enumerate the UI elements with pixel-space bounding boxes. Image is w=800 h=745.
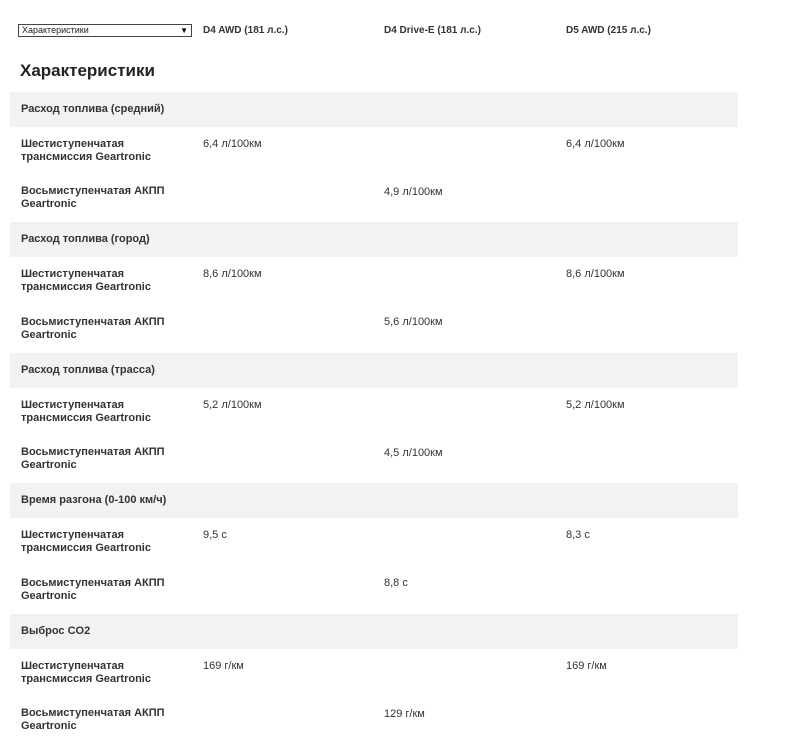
spec-value: 5,2 л/100км: [566, 399, 625, 411]
spec-value: 5,6 л/100км: [384, 316, 443, 328]
model-column-3: D5 AWD (215 л.с.): [566, 25, 651, 36]
row-label: Восьмиступенчатая АКПП Geartronic: [21, 446, 165, 471]
spec-value: 4,5 л/100км: [384, 447, 443, 459]
model-column-1: D4 AWD (181 л.с.): [203, 25, 288, 36]
spec-value: 9,5 с: [203, 529, 227, 541]
spec-value: 8,8 с: [384, 577, 408, 589]
row-label: Восьмиступенчатая АКПП Geartronic: [21, 316, 165, 341]
row-label: Шестиступенчатая трансмиссия Geartronic: [21, 268, 151, 293]
spec-value: 8,6 л/100км: [566, 268, 625, 280]
section-header: [10, 614, 738, 649]
model-column-2: D4 Drive-E (181 л.с.): [384, 25, 481, 36]
section-title: Расход топлива (средний): [21, 103, 165, 115]
spec-value: 169 г/км: [566, 660, 607, 672]
section-header: [10, 92, 738, 127]
row-label: Восьмиступенчатая АКПП Geartronic: [21, 577, 165, 602]
chevron-down-icon: ▼: [180, 26, 188, 35]
select-value: Характеристики: [22, 25, 89, 35]
row-label: Шестиступенчатая трансмиссия Geartronic: [21, 138, 151, 163]
spec-value: 6,4 л/100км: [566, 138, 625, 150]
spec-value: 8,6 л/100км: [203, 268, 262, 280]
row-label: Шестиступенчатая трансмиссия Geartronic: [21, 529, 151, 554]
section-header: [10, 222, 738, 257]
comparison-header: [0, 0, 800, 60]
page-title: Характеристики: [20, 61, 155, 80]
section-title: Время разгона (0-100 км/ч): [21, 494, 167, 506]
spec-value: 129 г/км: [384, 708, 425, 720]
section-title: Расход топлива (город): [21, 233, 150, 245]
section-header: [10, 483, 738, 518]
spec-value: 6,4 л/100км: [203, 138, 262, 150]
row-label: Восьмиступенчатая АКПП Geartronic: [21, 707, 165, 732]
row-label: Шестиступенчатая трансмиссия Geartronic: [21, 660, 151, 685]
spec-value: 5,2 л/100км: [203, 399, 262, 411]
row-label: Восьмиступенчатая АКПП Geartronic: [21, 185, 165, 210]
spec-category-select[interactable]: [18, 24, 192, 37]
section-header: [10, 353, 738, 388]
row-label: Шестиступенчатая трансмиссия Geartronic: [21, 399, 151, 424]
section-title: Выброс CO2: [21, 625, 91, 637]
spec-value: 4,9 л/100км: [384, 186, 443, 198]
section-title: Расход топлива (трасса): [21, 364, 155, 376]
spec-value: 8,3 с: [566, 529, 590, 541]
spec-value: 169 г/км: [203, 660, 244, 672]
